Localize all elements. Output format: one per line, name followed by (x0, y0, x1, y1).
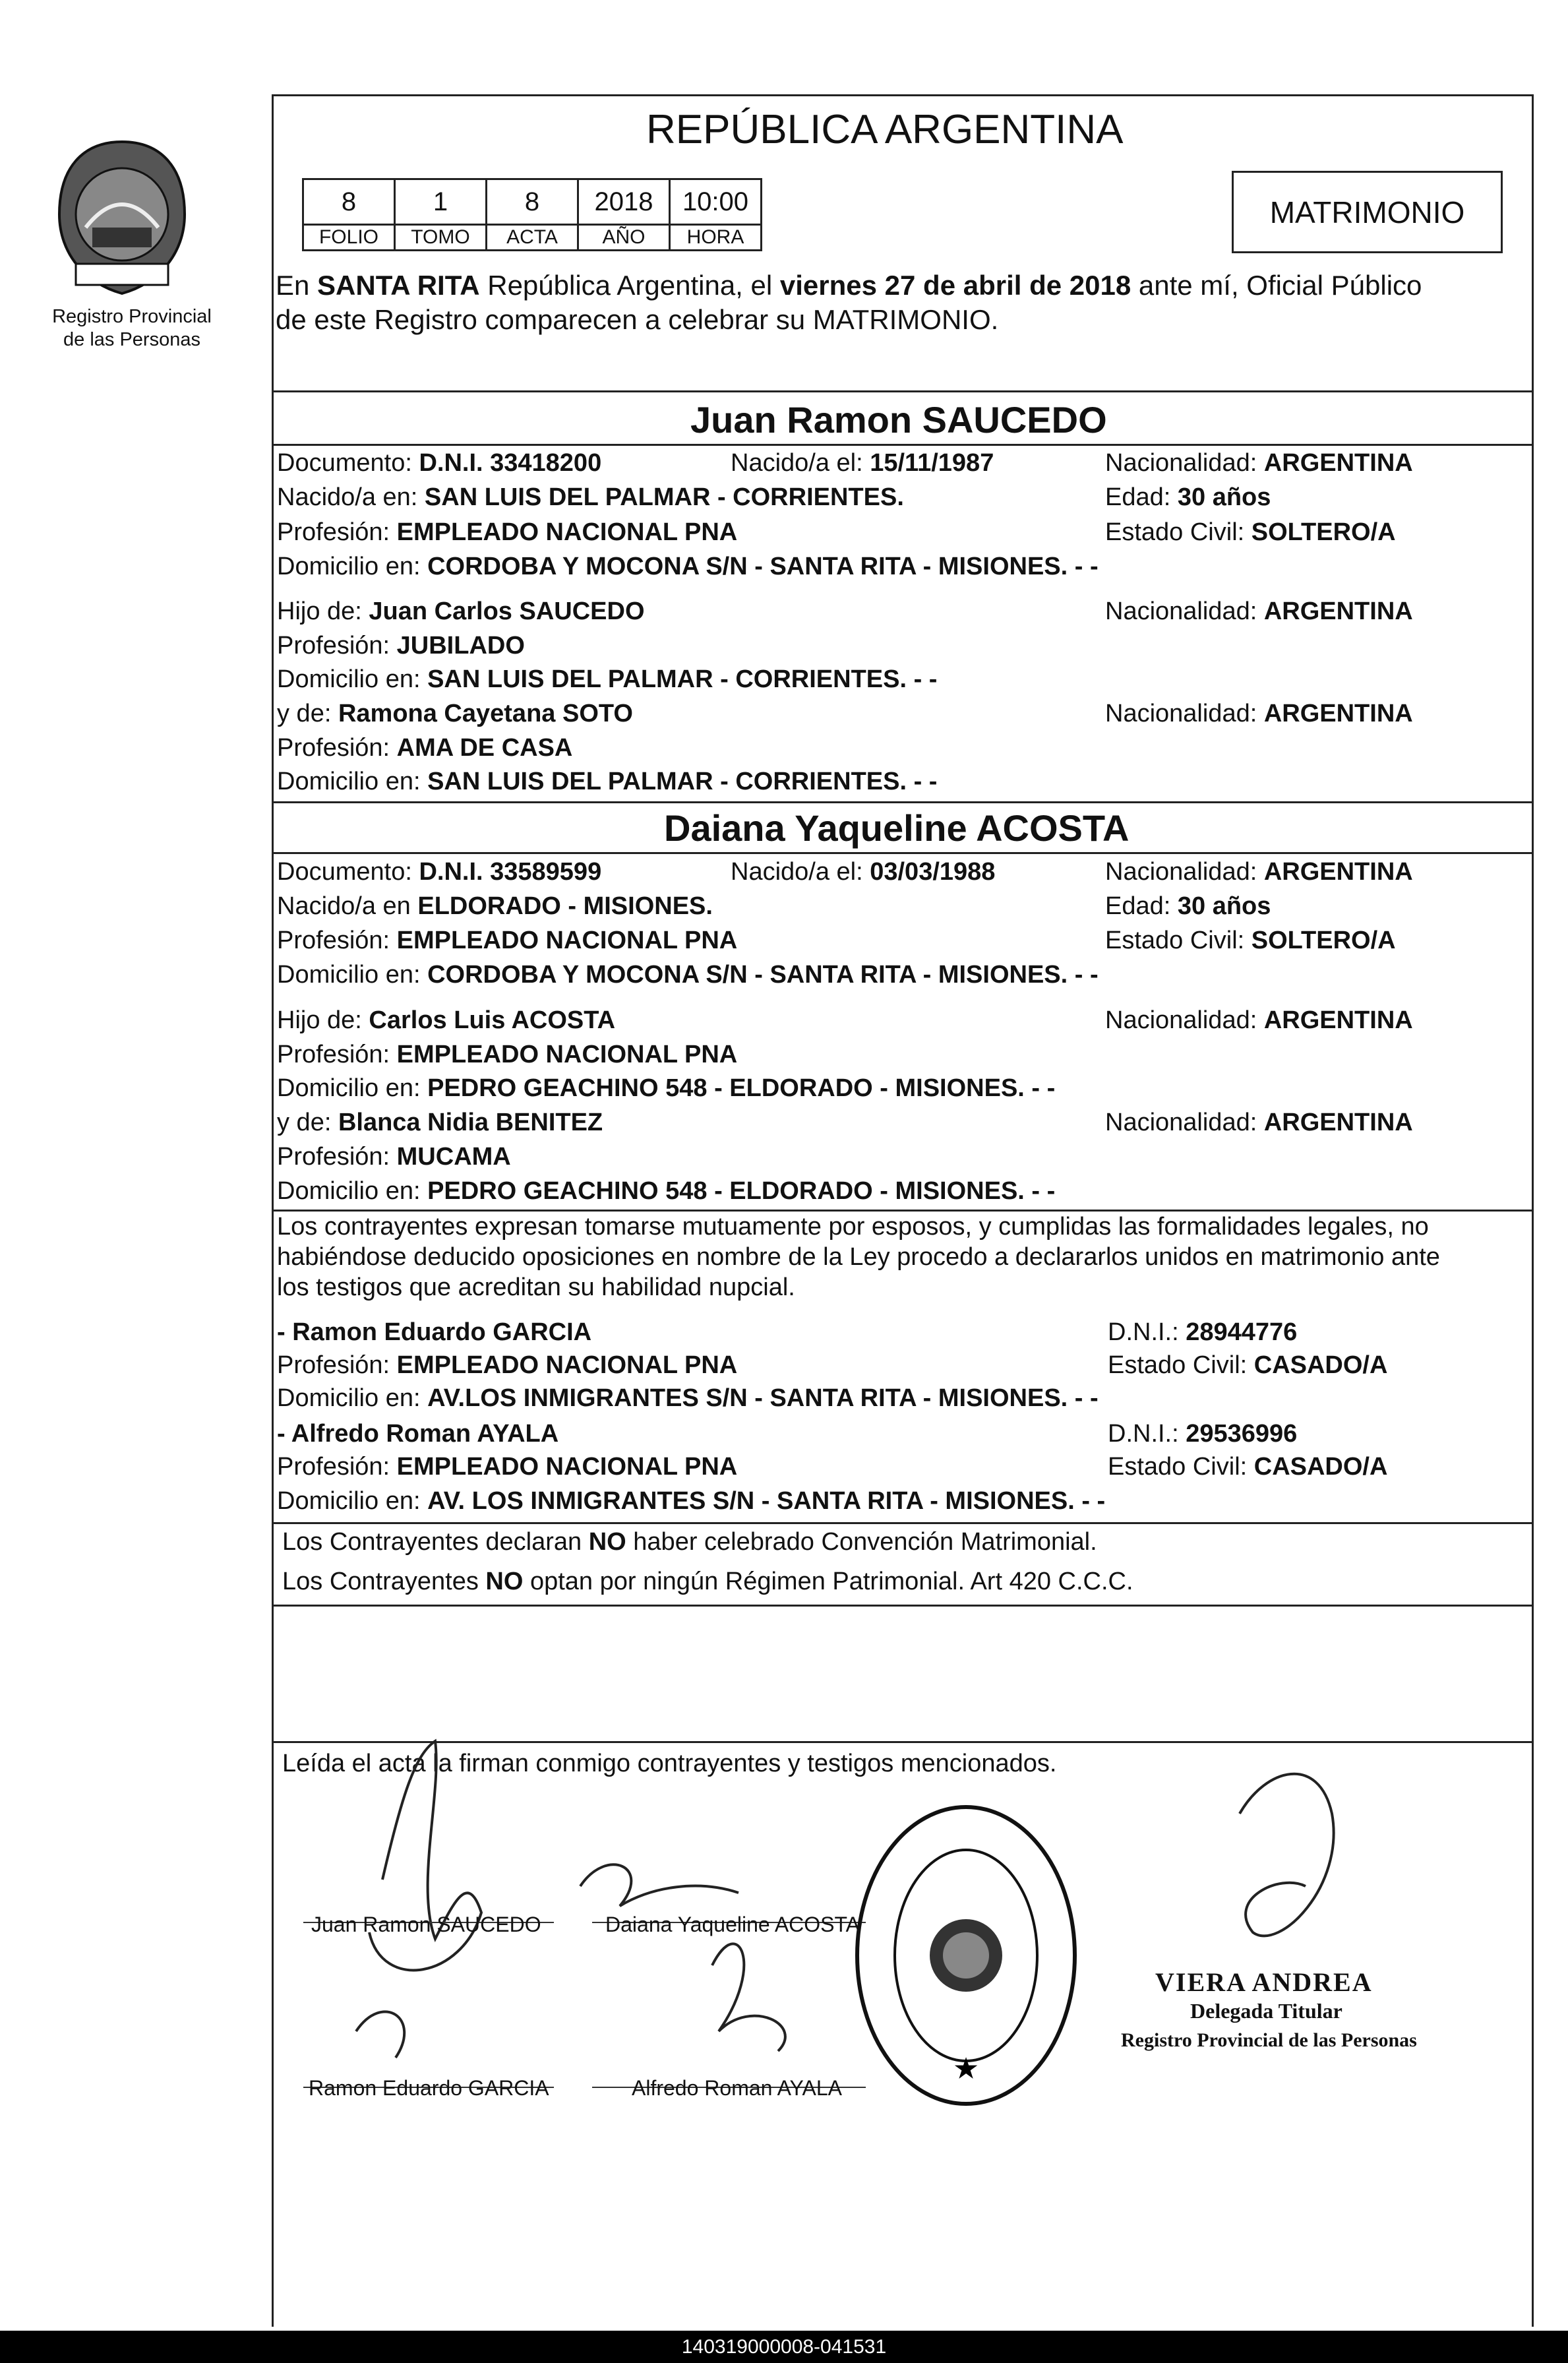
bride-age: Edad: 30 años (1105, 892, 1271, 920)
registry-seal (851, 1800, 1081, 2110)
witness2-name: - Alfredo Roman AYALA (277, 1420, 559, 1448)
bride-father-address: Domicilio en: PEDRO GEACHINO 548 - ELDORADO - MISIONES. - - (277, 1074, 1056, 1102)
declaration-line1: Los contrayentes expresan tomarse mutuamente por esposos, y cumplidas las formalidades legales, no (277, 1213, 1429, 1241)
year-label: AÑO (578, 225, 670, 251)
groom-name: Juan Ramon SAUCEDO (690, 399, 1107, 441)
bride-profession: Profesión: EMPLEADO NACIONAL PNA (277, 927, 738, 954)
svg-text:★: ★ (954, 2054, 978, 2083)
country-title: REPÚBLICA ARGENTINA (646, 107, 1124, 152)
convention-line1: Los Contrayentes declaran NO haber celebrado Convención Matrimonial. (282, 1528, 1097, 1556)
bride-mother: y de: Blanca Nidia BENITEZ (277, 1109, 603, 1136)
divider (272, 1210, 1532, 1212)
year-value: 2018 (578, 179, 670, 225)
act-type-box: MATRIMONIO (1232, 171, 1503, 253)
groom-nationality: Nacionalidad: ARGENTINA (1105, 449, 1413, 477)
tomo-label: TOMO (395, 225, 487, 251)
groom-father: Hijo de: Juan Carlos SAUCEDO (277, 598, 645, 625)
witness1-signature-label: Ramon Eduardo GARCIA (309, 2076, 549, 2100)
groom-mother-nationality: Nacionalidad: ARGENTINA (1105, 700, 1413, 727)
convention-line2: Los Contrayentes NO optan por ningún Régimen Patrimonial. Art 420 C.C.C. (282, 1568, 1133, 1595)
bride-birthplace: Nacido/a en ELDORADO - MISIONES. (277, 892, 713, 920)
hour-label: HORA (670, 225, 762, 251)
groom-birthdate: Nacido/a el: 15/11/1987 (731, 449, 994, 477)
divider (272, 1522, 1532, 1524)
declaration-line2: habiéndose deducido oposiciones en nombre de la Ley procedo a declararlos unidos en matrimonio ante (277, 1243, 1440, 1271)
document-barcode-number: 140319000008-041531 (0, 2331, 1568, 2363)
divider (272, 444, 1532, 446)
bride-civil-status: Estado Civil: SOLTERO/A (1105, 927, 1396, 954)
bride-document: Documento: D.N.I. 33589599 (277, 858, 602, 886)
groom-signature-label: Juan Ramon SAUCEDO (311, 1913, 541, 1936)
groom-profession: Profesión: EMPLEADO NACIONAL PNA (277, 518, 738, 546)
tomo-value: 1 (395, 179, 487, 225)
intro-line2: de este Registro comparecen a celebrar su MATRIMONIO. (276, 304, 999, 335)
bride-nationality: Nacionalidad: ARGENTINA (1105, 858, 1413, 886)
bride-father: Hijo de: Carlos Luis ACOSTA (277, 1006, 616, 1034)
official-name: VIERA ANDREA (1155, 1967, 1373, 1997)
bride-name: Daiana Yaqueline ACOSTA (664, 807, 1130, 849)
intro-line1: En SANTA RITA República Argentina, el viernes 27 de abril de 2018 ante mí, Oficial Público (276, 270, 1422, 301)
province-logo (30, 129, 214, 307)
bride-signature-label: Daiana Yaqueline ACOSTA (605, 1913, 860, 1936)
witness2-signature-label: Alfredo Roman AYALA (632, 2076, 842, 2100)
divider (272, 1605, 1532, 1607)
frame-top-line (272, 94, 1532, 96)
witness2-dni: D.N.I.: 29536996 (1108, 1420, 1298, 1448)
acta-value: 8 (487, 179, 578, 225)
groom-address: Domicilio en: CORDOBA Y MOCONA S/N - SANTA RITA - MISIONES. - - (277, 553, 1099, 580)
groom-mother-profession: Profesión: AMA DE CASA (277, 734, 573, 762)
witness2-address: Domicilio en: AV. LOS INMIGRANTES S/N - SANTA RITA - MISIONES. - - (277, 1487, 1106, 1515)
divider (272, 801, 1532, 803)
bride-mother-nationality: Nacionalidad: ARGENTINA (1105, 1109, 1413, 1136)
signature-intro: Leída el acta la firman conmigo contrayentes y testigos mencionados. (282, 1750, 1057, 1777)
witness2-profession: Profesión: EMPLEADO NACIONAL PNA (277, 1453, 738, 1481)
witness1-address: Domicilio en: AV.LOS INMIGRANTES S/N - SANTA RITA - MISIONES. - - (277, 1384, 1099, 1412)
groom-birthplace: Nacido/a en: SAN LUIS DEL PALMAR - CORRIENTES. (277, 483, 904, 511)
divider (272, 852, 1532, 854)
groom-age: Edad: 30 años (1105, 483, 1271, 511)
witness2-civil-status: Estado Civil: CASADO/A (1108, 1453, 1388, 1481)
folio-value: 8 (303, 179, 395, 225)
acta-label: ACTA (487, 225, 578, 251)
groom-father-profession: Profesión: JUBILADO (277, 632, 525, 660)
witness1-civil-status: Estado Civil: CASADO/A (1108, 1351, 1388, 1379)
divider (272, 390, 1532, 392)
bride-father-nationality: Nacionalidad: ARGENTINA (1105, 1006, 1413, 1034)
act-reference-table (302, 178, 762, 251)
groom-father-nationality: Nacionalidad: ARGENTINA (1105, 598, 1413, 625)
bride-address: Domicilio en: CORDOBA Y MOCONA S/N - SANTA RITA - MISIONES. - - (277, 961, 1099, 989)
groom-mother-address: Domicilio en: SAN LUIS DEL PALMAR - CORRIENTES. - - (277, 768, 938, 795)
logo-org-line2: de las Personas (63, 329, 200, 350)
groom-father-address: Domicilio en: SAN LUIS DEL PALMAR - CORRIENTES. - - (277, 665, 938, 693)
folio-label: FOLIO (303, 225, 395, 251)
witness1-dni: D.N.I.: 28944776 (1108, 1318, 1298, 1346)
declaration-line3: los testigos que acreditan su habilidad nupcial. (277, 1274, 795, 1301)
bride-mother-profession: Profesión: MUCAMA (277, 1143, 511, 1171)
witness1-name: - Ramon Eduardo GARCIA (277, 1318, 592, 1346)
official-role: Delegada Titular (1190, 1999, 1342, 2023)
bride-mother-address: Domicilio en: PEDRO GEACHINO 548 - ELDORADO - MISIONES. - - (277, 1177, 1056, 1205)
groom-mother: y de: Ramona Cayetana SOTO (277, 700, 633, 727)
witness1-profession: Profesión: EMPLEADO NACIONAL PNA (277, 1351, 738, 1379)
groom-civil-status: Estado Civil: SOLTERO/A (1105, 518, 1396, 546)
hour-value: 10:00 (670, 179, 762, 225)
bride-birthdate: Nacido/a el: 03/03/1988 (731, 858, 996, 886)
bride-father-profession: Profesión: EMPLEADO NACIONAL PNA (277, 1041, 738, 1068)
groom-document: Documento: D.N.I. 33418200 (277, 449, 602, 477)
logo-org-line1: Registro Provincial (52, 306, 212, 327)
official-org: Registro Provincial de las Personas (1121, 2029, 1417, 2051)
